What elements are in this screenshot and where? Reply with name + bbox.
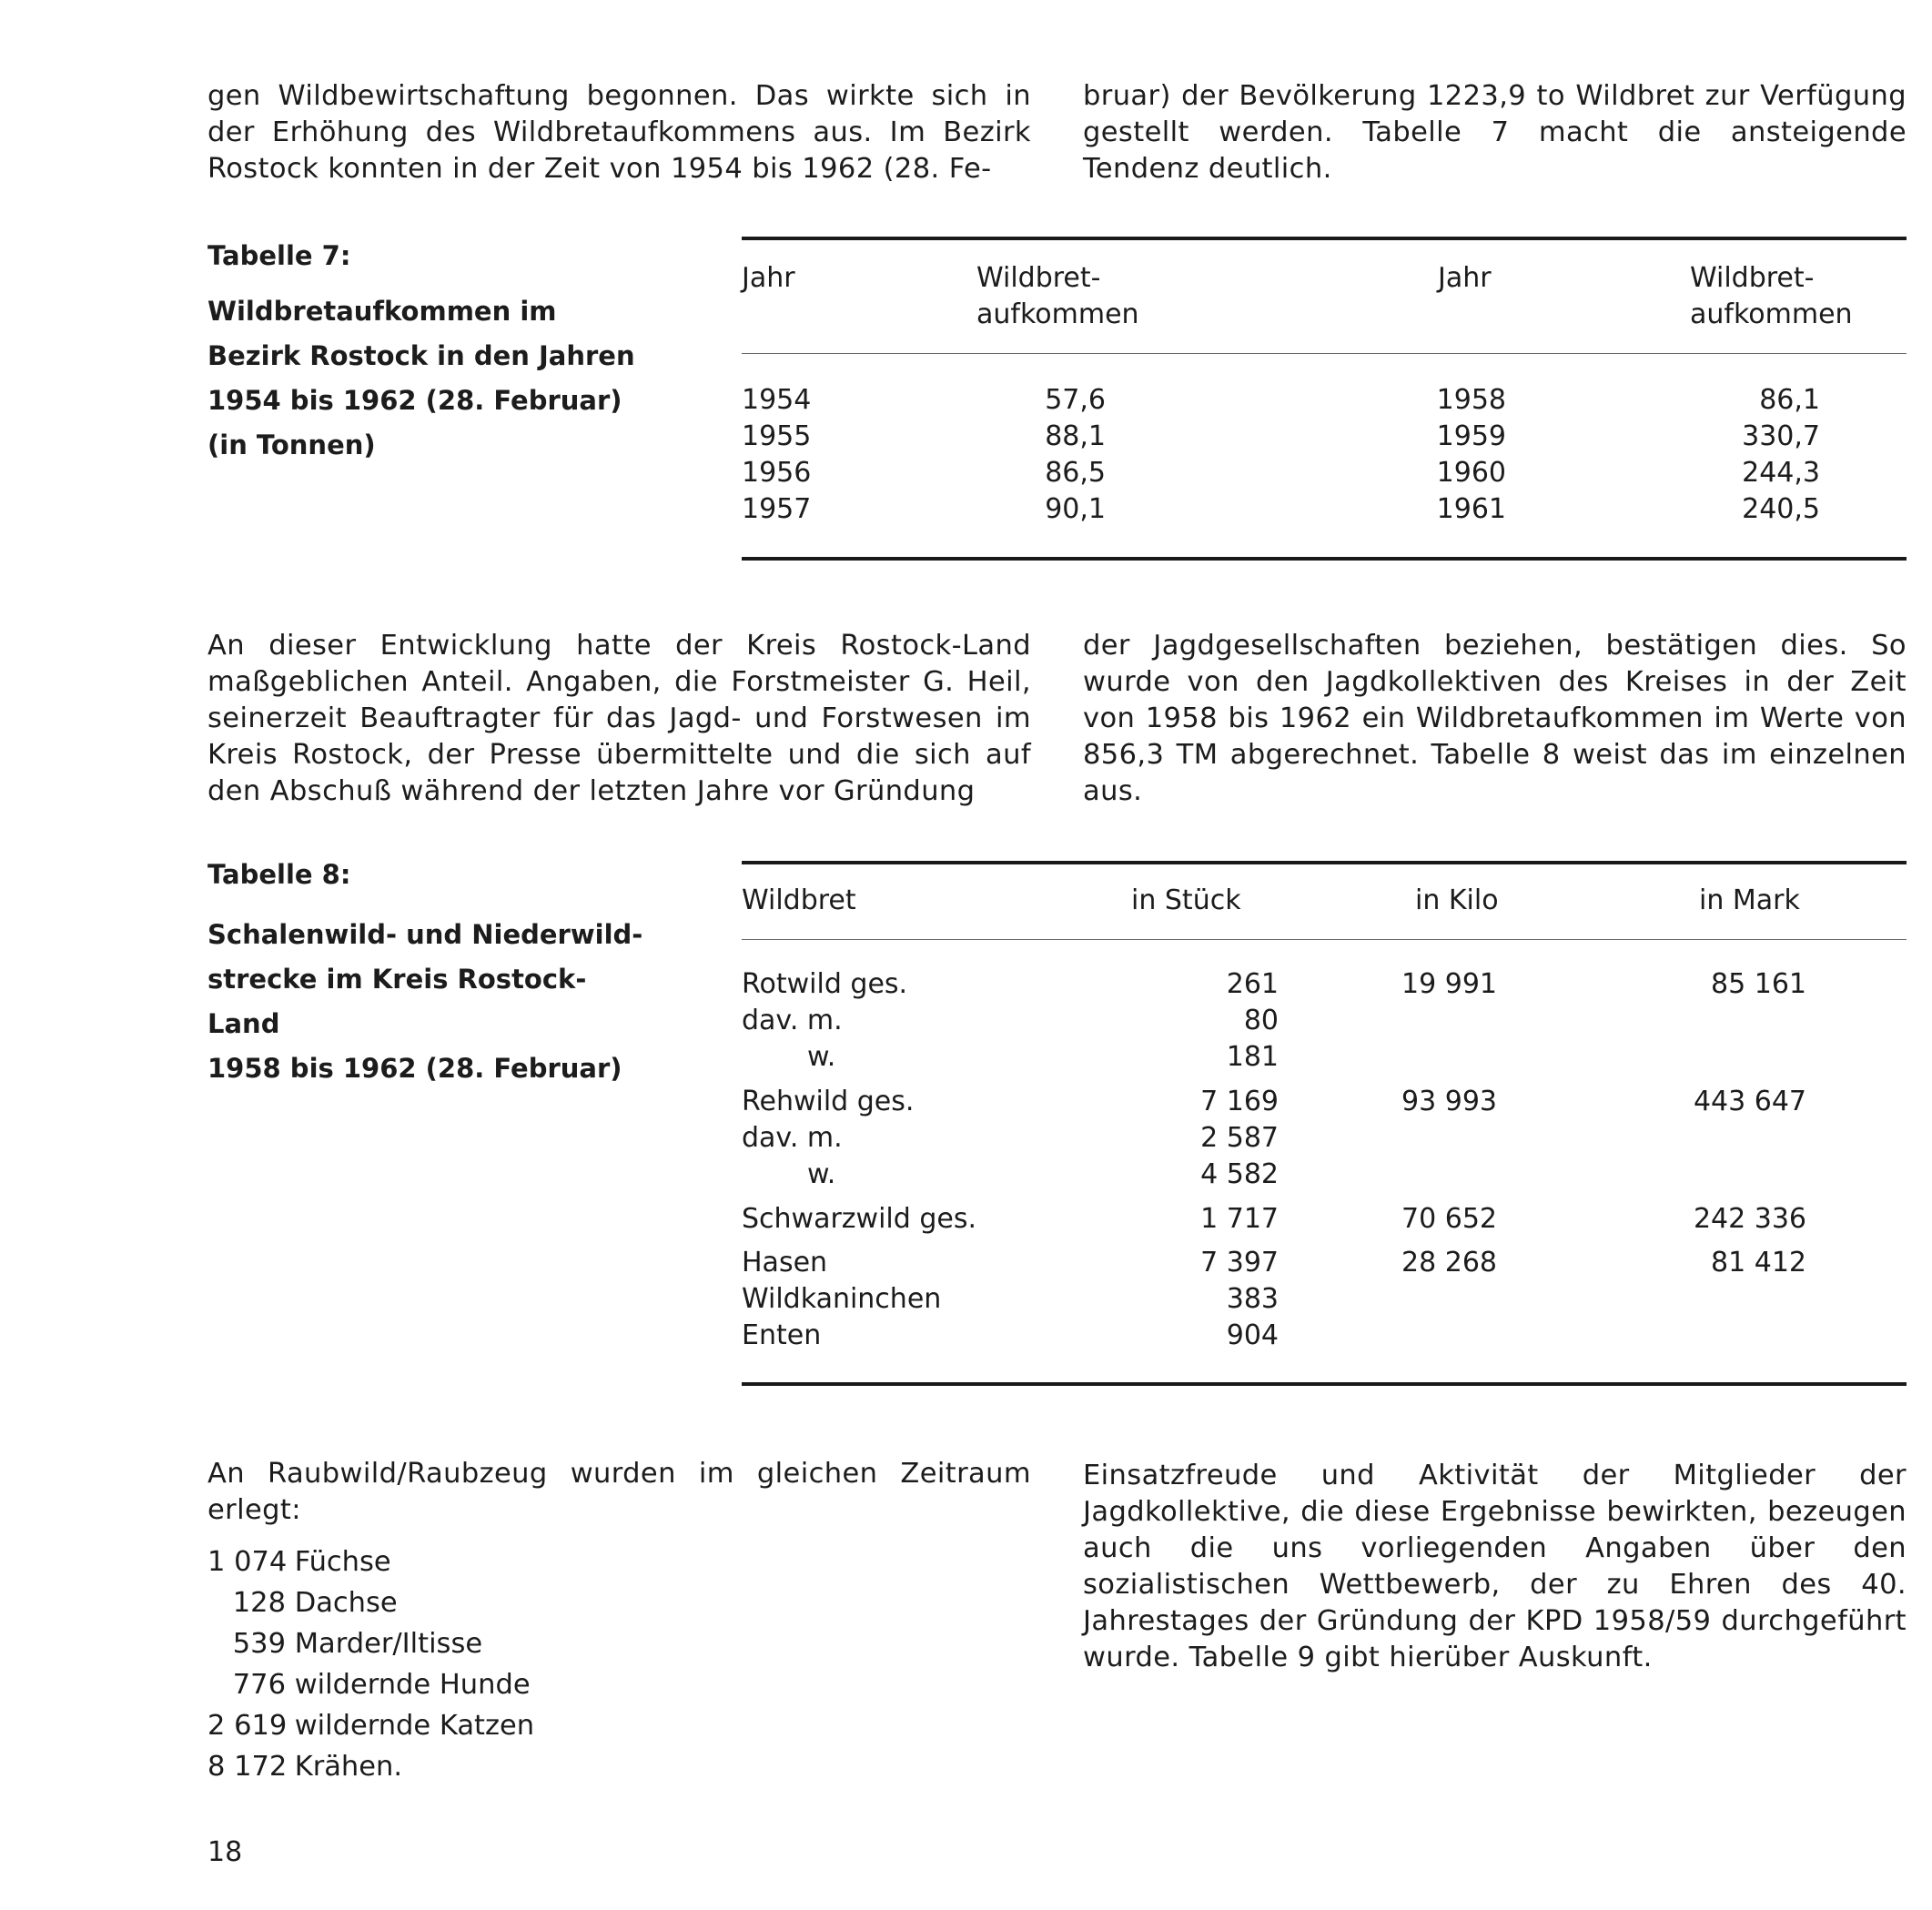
table7-bottom-rule bbox=[742, 557, 1907, 561]
list-item: 1 074 Füchse bbox=[207, 1546, 391, 1578]
table8-row-name: w. bbox=[807, 1041, 836, 1073]
table7-title-line: Bezirk Rostock in den Jahren bbox=[207, 340, 635, 371]
table7-cell: 330,7 bbox=[1742, 420, 1820, 452]
table8-cell: 242 336 bbox=[1693, 1203, 1806, 1235]
list-item: 2 619 wildernde Katzen bbox=[207, 1710, 535, 1742]
table7-header-value-2: Wildbret- aufkommen bbox=[1690, 262, 1853, 330]
table8-header-rule bbox=[742, 939, 1907, 940]
table8-cell: 80 bbox=[1243, 1005, 1279, 1036]
table8-cell: 2 587 bbox=[1200, 1122, 1279, 1154]
table7-cell: 1957 bbox=[742, 493, 812, 525]
table7-label: Tabelle 7: bbox=[207, 240, 351, 271]
table8-bottom-rule bbox=[742, 1382, 1907, 1386]
table7-cell: 1961 bbox=[1436, 493, 1506, 525]
list-item: 128 Dachse bbox=[232, 1587, 398, 1619]
paragraph-1-left: gen Wildbewirtschaftung begonnen. Das wirkte sich in der Erhöhung des Wildbretaufkommens aus. Im Bezirk Rostock konnten in der Zeit von 1954 bis 1962 (28. Fe- bbox=[207, 80, 1031, 185]
table7-cell: 90,1 bbox=[1045, 493, 1106, 525]
table8-title-line: 1958 bis 1962 (28. Februar) bbox=[207, 1053, 622, 1084]
table7-top-rule bbox=[742, 237, 1907, 240]
table8-cell: 1 717 bbox=[1200, 1203, 1279, 1235]
table8-cell: 81 412 bbox=[1711, 1247, 1806, 1278]
table8-title-line: Schalenwild- und Niederwild- bbox=[207, 919, 643, 950]
table7-cell: 86,5 bbox=[1045, 457, 1106, 489]
table7-cell: 1955 bbox=[742, 420, 812, 452]
table8-row-name: Rehwild ges. bbox=[742, 1086, 915, 1117]
paragraph-2-right: der Jagdgesellschaften beziehen, bestätigen dies. So wurde von den Jagdkollektiven des Kreises in der Zeit von 1958 bis 1962 ein Wildbretaufkommen im Werte von 856,3 TM abgerechnet. Tabelle 8 weist das im einzelnen aus. bbox=[1083, 630, 1907, 807]
paragraph-3-left: An Raubwild/Raubzeug wurden im gleichen Zeitraum erlegt: bbox=[207, 1458, 1031, 1526]
raubwild-list bbox=[207, 1541, 534, 1787]
table8-row-name: Enten bbox=[742, 1319, 822, 1351]
table8-cell: 28 268 bbox=[1401, 1247, 1497, 1278]
table8-header-stueck: in Stück bbox=[1131, 884, 1241, 916]
table8-cell: 19 991 bbox=[1401, 968, 1497, 1000]
table8-row-name: dav. m. bbox=[742, 1005, 843, 1036]
table7-cell: 1954 bbox=[742, 384, 812, 416]
table7 bbox=[742, 237, 1907, 564]
table7-header-rule bbox=[742, 353, 1907, 354]
table7-header-year-1: Jahr bbox=[742, 262, 795, 294]
table8-cell: 93 993 bbox=[1401, 1086, 1497, 1117]
table8-cell: 904 bbox=[1226, 1319, 1279, 1351]
list-item: 776 wildernde Hunde bbox=[232, 1669, 531, 1701]
table7-cell: 1959 bbox=[1436, 420, 1506, 452]
table7-cell: 244,3 bbox=[1742, 457, 1820, 489]
table7-cell: 240,5 bbox=[1742, 493, 1820, 525]
table7-cell: 1960 bbox=[1436, 457, 1506, 489]
table8-cell: 443 647 bbox=[1693, 1086, 1806, 1117]
table8-header-mark: in Mark bbox=[1699, 884, 1800, 916]
table8-cell: 4 582 bbox=[1200, 1158, 1279, 1190]
table8-title bbox=[207, 913, 644, 1091]
table8-cell: 383 bbox=[1226, 1283, 1279, 1315]
table8-cell: 7 397 bbox=[1200, 1247, 1279, 1278]
table8-row-name: w. bbox=[807, 1158, 836, 1190]
table8-header-wildbret: Wildbret bbox=[742, 884, 856, 916]
table8-cell: 7 169 bbox=[1200, 1086, 1279, 1117]
table7-header-year-2: Jahr bbox=[1438, 262, 1492, 294]
table8-row-name: Wildkaninchen bbox=[742, 1283, 942, 1315]
table8-row-name: Hasen bbox=[742, 1247, 828, 1278]
table8-top-rule bbox=[742, 861, 1907, 864]
table8-row-name: Rotwild ges. bbox=[742, 968, 908, 1000]
paragraph-1-right: bruar) der Bevölkerung 1223,9 to Wildbret zur Verfügung gestellt werden. Tabelle 7 macht die ansteigende Tendenz deutlich. bbox=[1083, 80, 1907, 185]
table7-title-line: 1954 bis 1962 (28. Februar) bbox=[207, 385, 622, 416]
page-number: 18 bbox=[207, 1836, 243, 1868]
table8-label: Tabelle 8: bbox=[207, 859, 351, 890]
list-item: 539 Marder/Iltisse bbox=[232, 1628, 483, 1660]
paragraph-3-right: Einsatzfreude und Aktivität der Mitglieder der Jagdkollektive, die diese Ergebnisse bewirkten, bezeugen auch die uns vorliegenden Angaben über den sozialistischen Wettbewerb, der zu Ehren des 40. Jahrestages der Gründung der KPD 1958/59 durchgeführt wurde. Tabelle 9 gibt hierüber Auskunft. bbox=[1083, 1460, 1907, 1673]
table8-cell: 70 652 bbox=[1401, 1203, 1497, 1235]
table8-row-name: Schwarzwild ges. bbox=[742, 1203, 977, 1235]
table7-cell: 57,6 bbox=[1045, 384, 1106, 416]
table8-cell: 181 bbox=[1226, 1041, 1279, 1073]
table7-header-value-1: Wildbret- aufkommen bbox=[976, 262, 1139, 330]
table7-cell: 86,1 bbox=[1759, 384, 1820, 416]
table7-title-line: Wildbretaufkommen im bbox=[207, 296, 557, 327]
table8-cell: 85 161 bbox=[1711, 968, 1806, 1000]
table7-cell: 1958 bbox=[1436, 384, 1506, 416]
table8-row-name: dav. m. bbox=[742, 1122, 843, 1154]
table8-header-kilo: in Kilo bbox=[1415, 884, 1499, 916]
table7-cell: 88,1 bbox=[1045, 420, 1106, 452]
paragraph-2-left: An dieser Entwicklung hatte der Kreis Rostock-Land maßgeblichen Anteil. Angaben, die Forstmeister G. Heil, seinerzeit Beauftragter für das Jagd- und Forstwesen im Kreis Rostock, der Presse übermittelte und die sich auf den Abschuß während der letzten Jahre vor Gründung bbox=[207, 630, 1031, 807]
table8-title-line: strecke im Kreis Rostock-Land bbox=[207, 964, 587, 1039]
table8 bbox=[742, 861, 1907, 1389]
table7-title bbox=[207, 289, 644, 468]
table8-cell: 261 bbox=[1226, 968, 1279, 1000]
list-item: 8 172 Krähen. bbox=[207, 1751, 403, 1783]
table7-cell: 1956 bbox=[742, 457, 812, 489]
table7-title-line: (in Tonnen) bbox=[207, 429, 376, 460]
